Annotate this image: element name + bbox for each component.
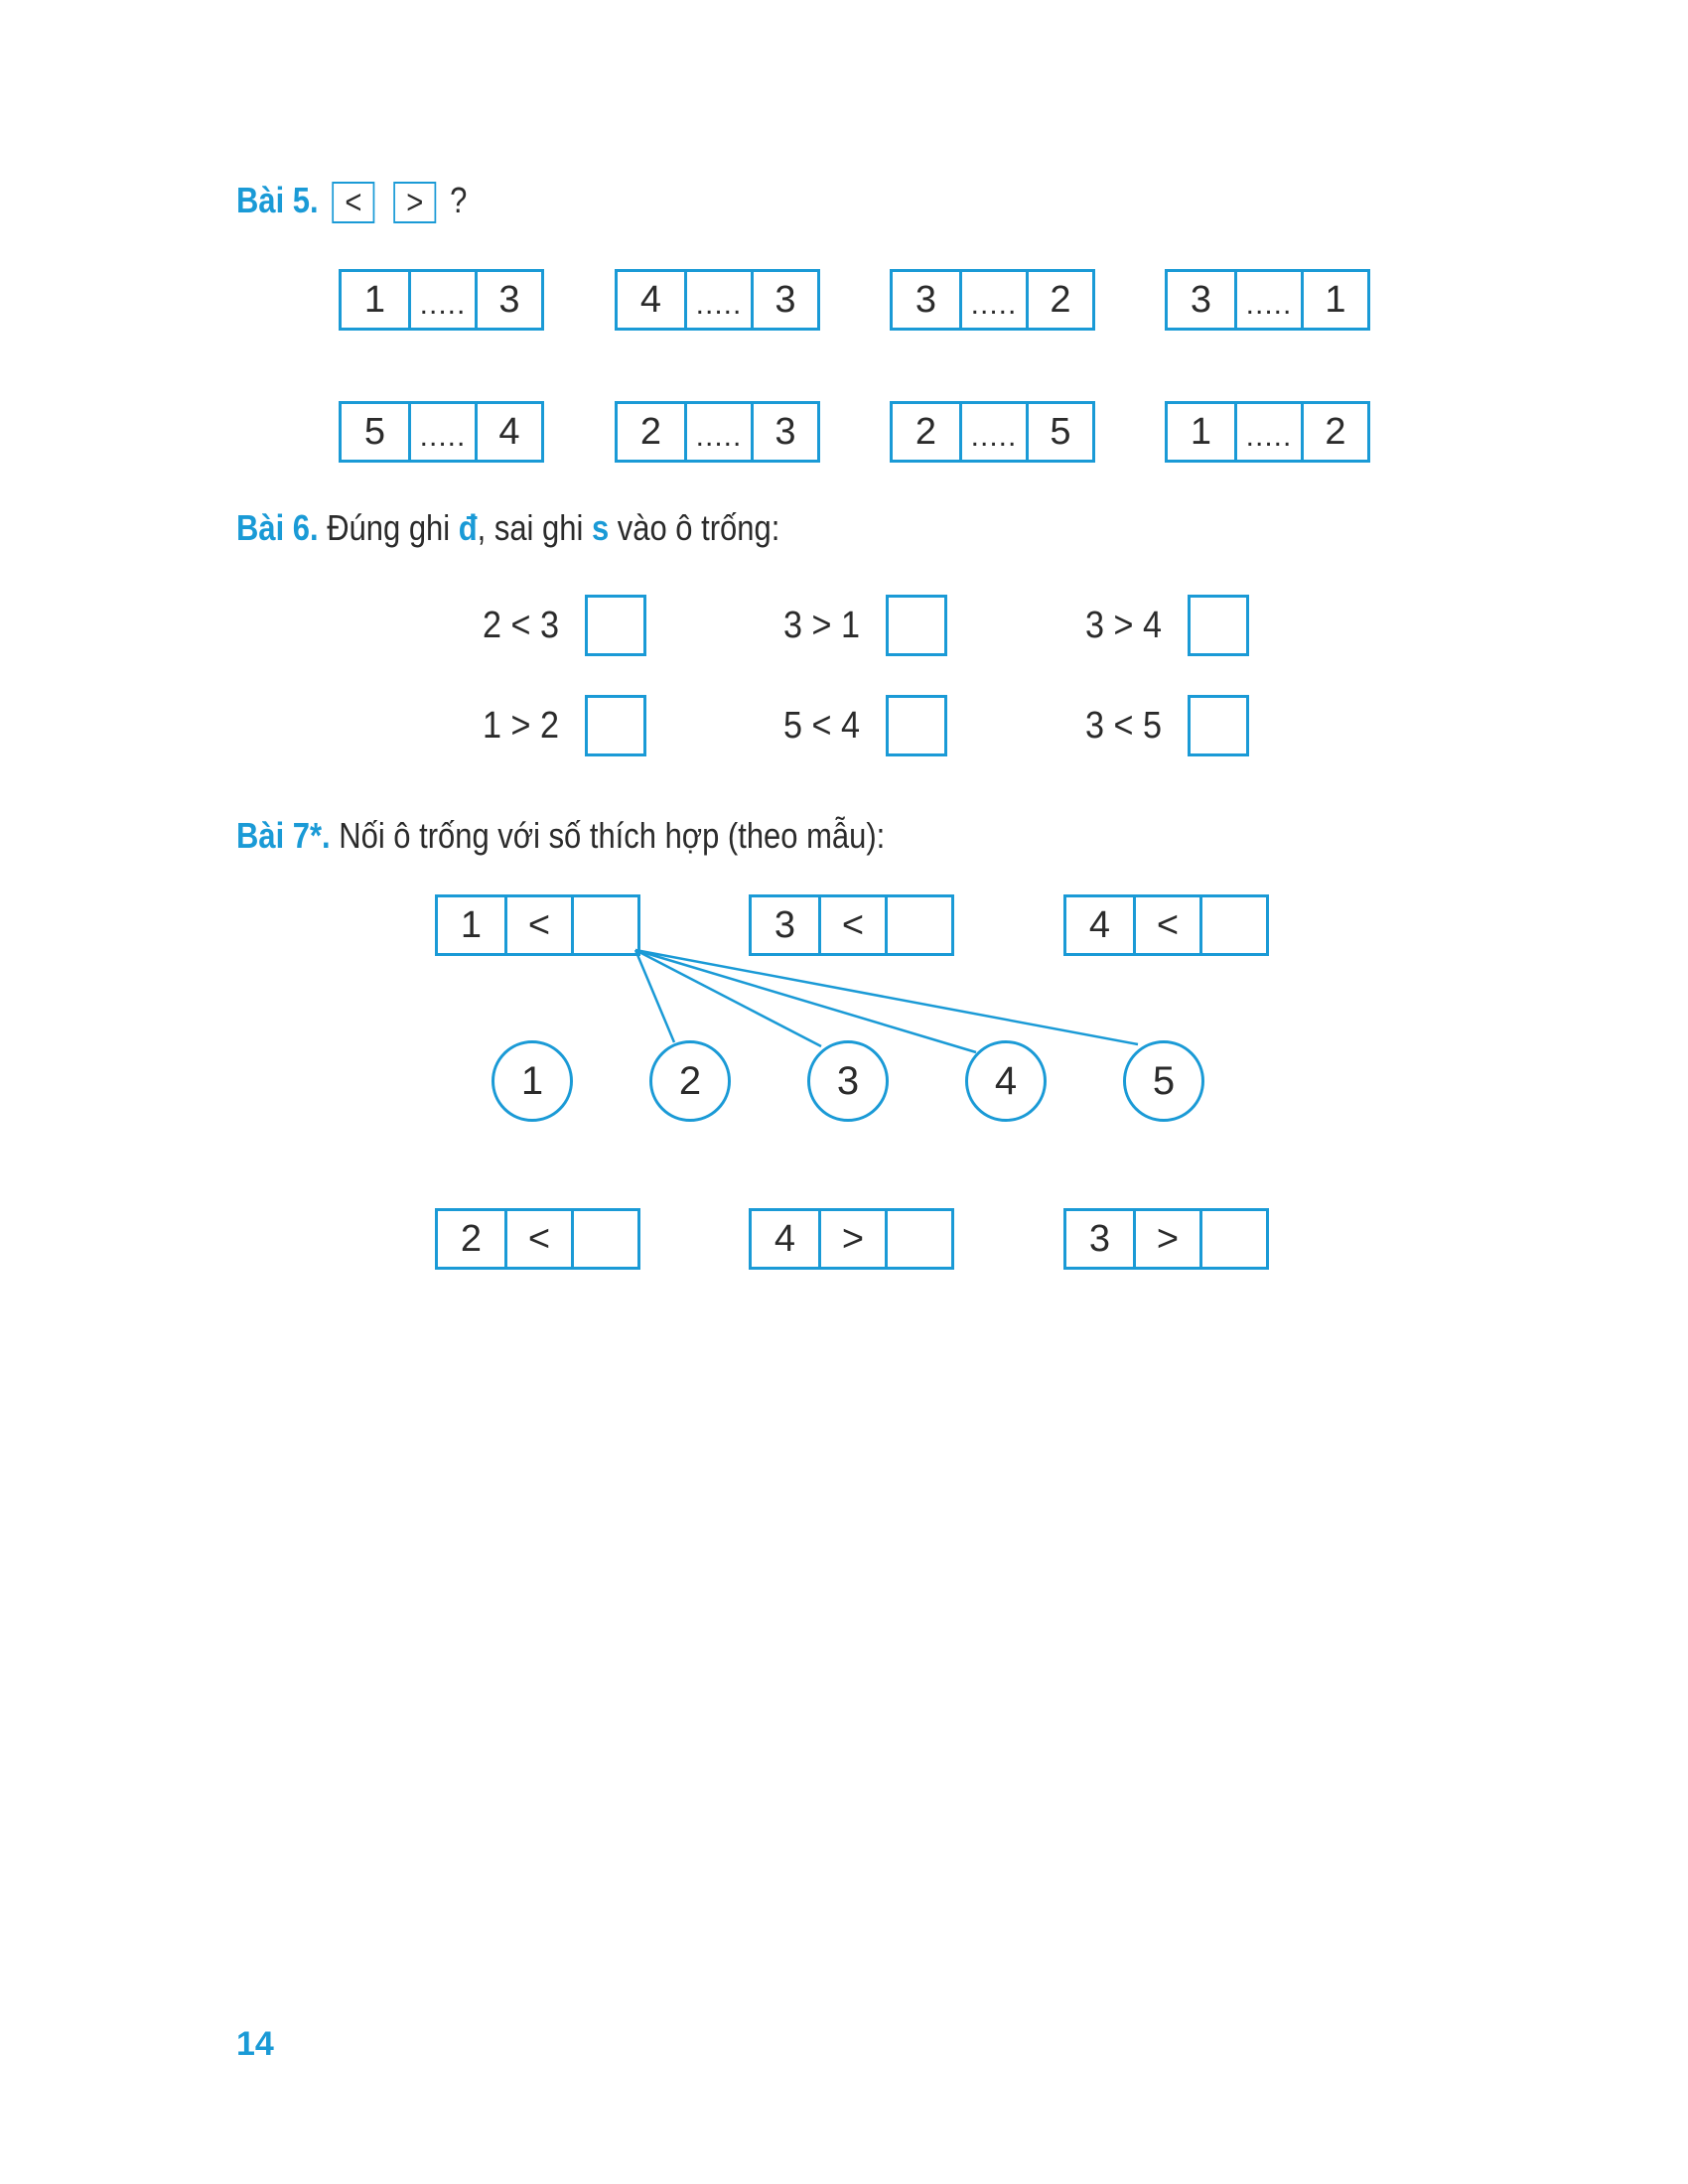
comparison-sign: >	[818, 1211, 885, 1267]
bai6-text-2: , sai ghi	[477, 507, 592, 548]
blank-dots[interactable]: .....	[684, 272, 751, 328]
statement-expression: 5 < 4	[782, 704, 860, 747]
bai6-label: Bài 6.	[236, 507, 319, 548]
statement-expression: 1 > 2	[482, 704, 559, 747]
right-number: 1	[1301, 272, 1367, 328]
bai7-bottom-item	[1063, 1208, 1269, 1270]
left-number: 3	[914, 278, 937, 321]
given-number: 3	[774, 903, 796, 946]
comparison-sign: >	[1133, 1211, 1199, 1267]
bai7-bottom-item	[435, 1208, 640, 1270]
comparison-sign: <	[818, 897, 885, 953]
empty-slot[interactable]	[1199, 1211, 1266, 1267]
blank-dots[interactable]: .....	[408, 272, 475, 328]
connector-line-4	[635, 950, 976, 1052]
blank-dots[interactable]: .....	[408, 404, 475, 460]
right-number: 3	[751, 272, 817, 328]
bai6-s-letter: s	[591, 507, 610, 548]
bai7-bottom-item	[749, 1208, 954, 1270]
statement-expression: 3 > 4	[1084, 604, 1162, 646]
blank-dots[interactable]: .....	[959, 404, 1026, 460]
connector-line-5	[635, 950, 1138, 1044]
right-number: 4	[475, 404, 541, 460]
given-number: 4	[1088, 903, 1111, 946]
bai7-top-item	[749, 894, 954, 956]
left-number: 2	[639, 410, 662, 453]
number-circle-2[interactable]: 2	[649, 1040, 731, 1122]
blank-dots[interactable]: .....	[684, 404, 751, 460]
bai6-text-3: vào ô trống:	[609, 507, 780, 548]
right-number: 2	[1026, 272, 1092, 328]
left-number: 1	[1190, 410, 1212, 453]
blank-dots[interactable]: .....	[1234, 272, 1301, 328]
comparison-sign: <	[504, 1211, 571, 1267]
bai6-d-letter: đ	[458, 507, 478, 548]
given-number: 4	[774, 1217, 796, 1260]
bai6-text-1: Đúng ghi	[318, 507, 459, 548]
empty-slot[interactable]	[571, 1211, 637, 1267]
empty-slot[interactable]	[885, 897, 951, 953]
number-circle-4[interactable]: 4	[965, 1040, 1047, 1122]
bai5-label: Bài 5.	[236, 180, 319, 220]
question-mark: ?	[450, 180, 468, 220]
left-number: 4	[639, 278, 662, 321]
given-number: 2	[460, 1217, 483, 1260]
number-circle-3[interactable]: 3	[807, 1040, 889, 1122]
left-number: 3	[1190, 278, 1212, 321]
left-number: 1	[363, 278, 386, 321]
connector-line-2	[635, 950, 674, 1042]
statement-expression: 3 > 1	[782, 604, 860, 646]
empty-slot[interactable]	[885, 1211, 951, 1267]
less-than-box: <	[332, 182, 374, 223]
right-number: 5	[1026, 404, 1092, 460]
given-number: 3	[1088, 1217, 1111, 1260]
bai7-top-item	[435, 894, 640, 956]
bai7-top-item	[1063, 894, 1269, 956]
blank-dots[interactable]: .....	[1234, 404, 1301, 460]
bai7-text: Nối ô trống với số thích hợp (theo mẫu):	[330, 815, 886, 856]
blank-dots[interactable]: .....	[959, 272, 1026, 328]
right-number: 2	[1301, 404, 1367, 460]
left-number: 2	[914, 410, 937, 453]
left-number: 5	[363, 410, 386, 453]
number-circle-5[interactable]: 5	[1123, 1040, 1204, 1122]
page-number: 14	[236, 2025, 274, 2063]
bai7-label: Bài 7*.	[236, 815, 331, 856]
empty-slot[interactable]	[1199, 897, 1266, 953]
comparison-sign: <	[504, 897, 571, 953]
statement-expression: 3 < 5	[1084, 704, 1162, 747]
given-number: 1	[460, 903, 483, 946]
empty-slot[interactable]	[571, 897, 637, 953]
right-number: 3	[751, 404, 817, 460]
right-number: 3	[475, 272, 541, 328]
number-circle-1[interactable]: 1	[492, 1040, 573, 1122]
greater-than-box: >	[393, 182, 436, 223]
comparison-sign: <	[1133, 897, 1199, 953]
statement-expression: 2 < 3	[482, 604, 559, 646]
